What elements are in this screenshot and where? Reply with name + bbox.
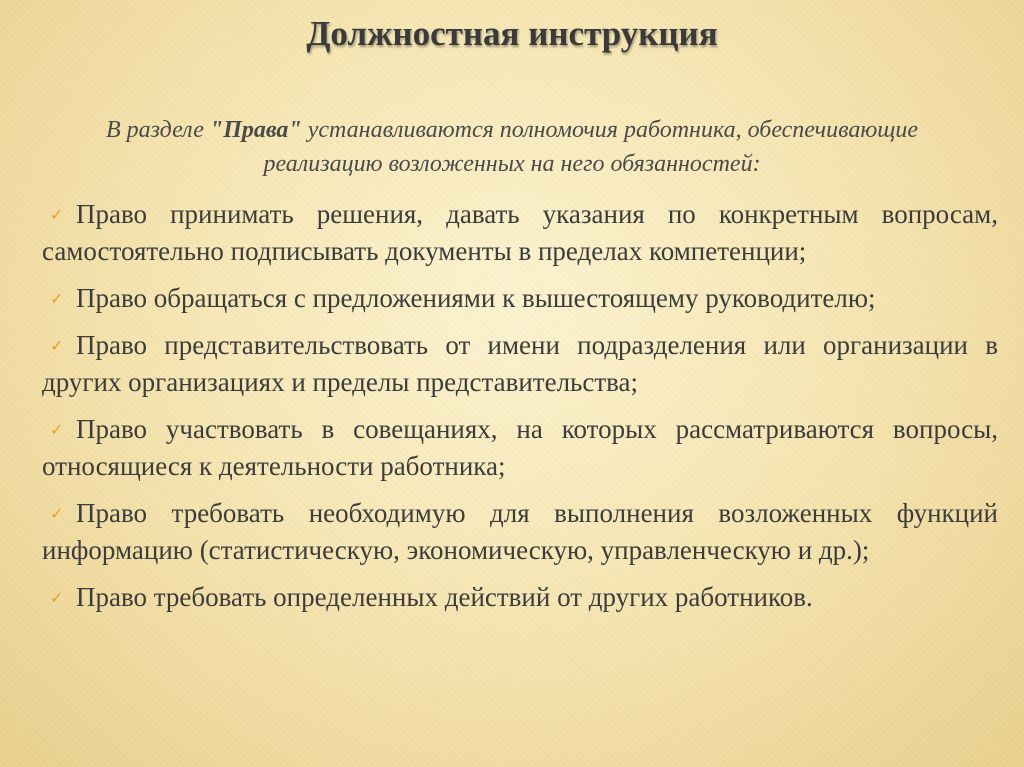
list-item [42,495,998,569]
slide-title: Должностная инструкция [306,14,718,53]
intro-suffix: устанавливаются полномочия работника, обеспечивающие реализацию возложенных на него обязанностей: [263,117,919,177]
intro-paragraph [60,113,964,181]
check-icon: ✓ [50,420,64,439]
list-item-text: Право участвовать в совещаниях, на которых рассматриваются вопросы, относящиеся к деятельности работника; [42,414,998,481]
intro-highlight: "Права" [209,117,302,143]
list-item-text: Право требовать необходимую для выполнения возложенных функций информацию (статистическую, экономическую, управленческую и др.); [42,498,998,565]
rights-list [42,196,998,626]
check-icon: ✓ [50,205,64,224]
list-item-text: Право представительствовать от имени подразделения или организации в других организациях и пределы представительства; [42,330,998,397]
list-item-text: Право требовать определенных действий от других работников. [76,582,813,612]
intro-prefix: В разделе [105,117,210,143]
list-item [42,196,998,270]
list-item-text: Право принимать решения, давать указания по конкретным вопросам, самостоятельно подписывать документы в пределах компетенции; [42,199,998,266]
list-item [42,579,998,616]
check-icon: ✓ [50,504,64,523]
check-icon: ✓ [50,588,64,607]
list-item-text: Право обращаться с предложениями к вышестоящему руководителю; [76,283,876,313]
check-icon: ✓ [50,289,64,308]
list-item [42,327,998,401]
list-item [42,411,998,485]
check-icon: ✓ [50,336,64,355]
list-item [42,280,998,317]
